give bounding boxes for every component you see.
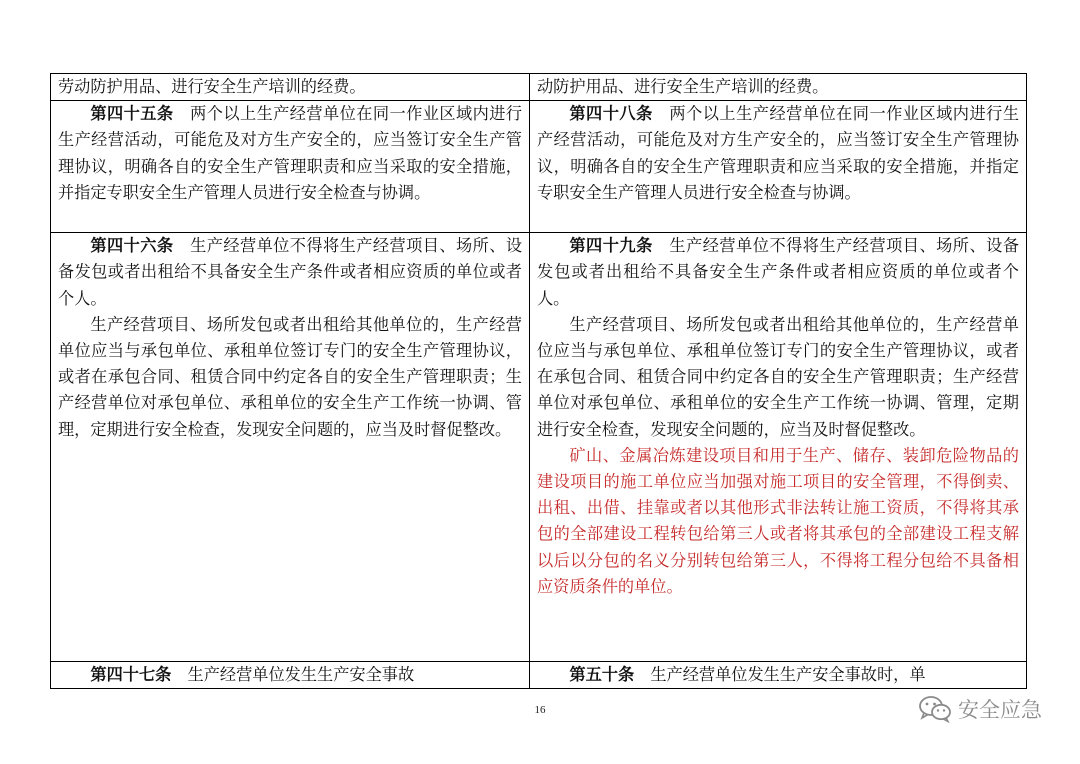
left-column-cell <box>51 233 530 662</box>
paragraph <box>537 662 1019 688</box>
page-number: 16 <box>534 704 546 716</box>
paragraph <box>537 101 1019 206</box>
paragraph-text: 生产经营项目、场所发包或者出租给其他单位的，生产经营单位应当与承包单位、承租单位签订专门的安全生产管理协议，或者在承包合同、租赁合同中约定各自的安全生产管理职责；生产经营单位对承包单位、承租单位的安全生产工作统一协调、管理，定期进行安全检查，发现安全问题的，应当及时督促整改。 <box>537 314 1019 439</box>
paragraph-text: 劳动防护用品、进行安全生产培训的经费。 <box>58 77 366 96</box>
paragraph <box>58 233 522 312</box>
table-row <box>51 101 1027 233</box>
paragraph <box>537 312 1019 443</box>
paragraph-text: 生产经营单位发生生产安全事故时，单 <box>634 665 926 685</box>
table-row <box>51 74 1027 101</box>
article-number: 第四十八条 <box>569 104 653 124</box>
paragraph <box>58 101 522 206</box>
paragraph-text: 生产经营单位不得将生产经营项目、场所、设备发包或者出租给不具备安全生产条件或者相应资质的单位或者个人。 <box>537 236 1020 308</box>
left-column-cell <box>51 74 530 101</box>
highlighted-paragraph <box>537 443 1019 600</box>
left-column-cell <box>51 101 530 233</box>
right-column-cell <box>530 101 1027 233</box>
paragraph-text: 生产经营项目、场所发包或者出租给其他单位的，生产经营单位应当与承包单位、承租单位签订专门的安全生产管理协议，或者在承包合同、租赁合同中约定各自的安全生产管理职责；生产经营单位对承包单位、承租单位的安全生产工作统一协调、管理，定期进行安全检查，发现安全问题的，应当及时督促整改。 <box>58 314 522 439</box>
right-column-cell <box>530 662 1027 689</box>
paragraph <box>537 233 1019 312</box>
right-column-cell <box>530 74 1027 101</box>
comparison-table <box>50 73 1027 689</box>
table-row <box>51 233 1027 662</box>
paragraph-text: 生产经营单位发生生产安全事故 <box>171 665 415 685</box>
paragraph <box>537 74 1019 100</box>
wechat-icon <box>918 695 952 723</box>
article-number: 第四十五条 <box>90 104 174 124</box>
table-row <box>51 662 1027 689</box>
article-number: 第五十条 <box>569 665 635 685</box>
paragraph <box>58 662 522 688</box>
paragraph-text: 生产经营单位不得将生产经营项目、场所、设备发包或者出租给不具备安全生产条件或者相应资质的单位或者个人。 <box>58 236 523 308</box>
watermark-text: 安全应急 <box>958 698 1042 722</box>
left-column-cell <box>51 662 530 689</box>
watermark <box>918 694 1042 724</box>
paragraph-text: 矿山、金属冶炼建设项目和用于生产、储存、装卸危险物品的建设项目的施工单位应当加强对施工项目的安全管理，不得倒卖、出租、出借、挂靠或者以其他形式非法转让施工资质，不得将其承包的全部建设工程转包给第三人或者将其承包的全部建设工程支解以后以分包的名义分别转包给第三人，不得将工程分包给不具备相应资质条件的单位。 <box>537 445 1019 596</box>
paragraph-text: 动防护用品、进行安全生产培训的经费。 <box>537 77 829 96</box>
paragraph-text: 两个以上生产经营单位在同一作业区域内进行生产经营活动，可能危及对方生产安全的，应当签订安全生产管理协议，明确各自的安全生产管理职责和应当采取的安全措施，并指定专职安全生产管理人员进行安全检查与协调。 <box>58 104 523 202</box>
paragraph-text: 两个以上生产经营单位在同一作业区域内进行生产经营活动，可能危及对方生产安全的，应当签订安全生产管理协议，明确各自的安全生产管理职责和应当采取的安全措施，并指定专职安全生产管理人员进行安全检查与协调。 <box>537 104 1020 202</box>
paragraph <box>58 74 522 100</box>
paragraph <box>58 312 522 443</box>
article-number: 第四十六条 <box>90 236 174 256</box>
article-number: 第四十七条 <box>90 665 172 685</box>
article-number: 第四十九条 <box>569 236 653 256</box>
right-column-cell <box>530 233 1027 662</box>
